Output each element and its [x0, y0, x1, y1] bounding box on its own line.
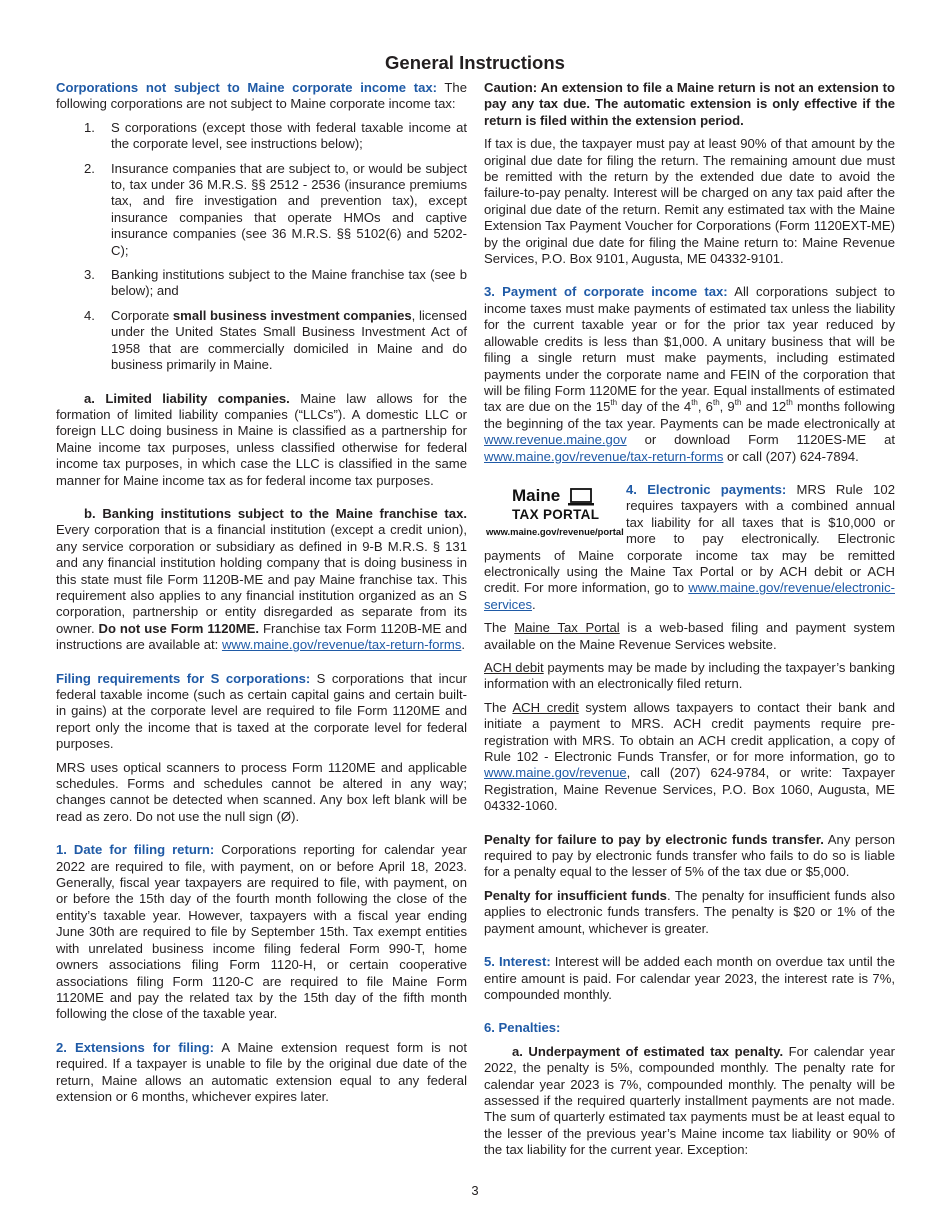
date-heading: 1. Date for filing return:	[56, 842, 215, 858]
electronic-paragraph	[484, 482, 895, 613]
underpayment-heading: a. Underpayment of estimated tax penalty.	[512, 1043, 784, 1059]
laptop-icon	[568, 488, 594, 506]
portal-paragraph	[484, 620, 895, 653]
underpayment-paragraph	[484, 1044, 895, 1159]
credit-text: system allows taxpayers to contact their bank and initiate a payment to MRS. ACH credit payments require pre-registration with MRS. To obtain an ACH credit application, a copy of Rule 102 - Electronic Funds Transfer, or for more information, go to	[484, 699, 895, 765]
list-item	[56, 308, 467, 374]
payment-text: , 9	[719, 399, 735, 415]
payment-text: and 12	[741, 399, 787, 415]
llc-heading: a. Limited liability companies.	[84, 390, 290, 406]
penalties-paragraph	[484, 1020, 895, 1036]
mrs-paragraph: MRS uses optical scanners to process Form 1120ME and applicable schedules. Forms and schedules cannot be altered in any way; changes cannot be detected when scanned. Any box left blank will be read as zero. Do not use the null sign (Ø).	[56, 759, 467, 824]
list-item-bold: small business investment companies	[172, 307, 412, 323]
insufficient-paragraph	[484, 888, 895, 937]
list-item-text: Corporate	[111, 307, 173, 323]
payment-text: , 6	[697, 399, 713, 415]
payment-text: or download Form 1120ES-ME at	[626, 432, 895, 448]
electronic-services-link[interactable]: www.maine.gov/revenue/electronic-services	[484, 580, 895, 612]
superscript: th	[610, 397, 618, 407]
portal-brand: Maine	[512, 485, 561, 505]
bank-text: Every corporation that is a financial institution (except a credit union), any service corporation or subsidiary as defined in 9-B M.R.S. § 131 and any financial institution holding company that is doing business in this state must file Form 1120B-ME and pay Maine franchise tax. This requirement also applies to any financial institution organized as an S corporation, partnership or entity disregarded as separate from its owner.	[56, 522, 467, 636]
tax-return-forms-link[interactable]: www.maine.gov/revenue/tax-return-forms	[484, 448, 724, 464]
llc-text: Maine law allows for the formation of limited liability companies (“LLCs”). A domestic LLC or foreign LLC doing business in Maine is classified as a partnership for Maine income tax purposes, unless classified otherwise for federal income tax purposes, in which case the LLC is classified in the same manner for Maine income tax as for federal income tax purposes.	[56, 390, 467, 488]
ach-debit-term: ACH debit	[484, 660, 544, 675]
interest-paragraph	[484, 954, 895, 1003]
list-item-text: Banking institutions subject to the Maine franchise tax (see b below); and	[111, 267, 467, 299]
bank-text: .	[461, 637, 466, 653]
tax-return-forms-link[interactable]: www.maine.gov/revenue/tax-return-forms	[221, 637, 462, 653]
bank-text: Franchise tax Form 1120B-ME and instructions are available at:	[56, 620, 467, 653]
underpayment-text: For calendar year 2022, the penalty is 5%, compounded monthly. The penalty rate for calendar year 2023 is 7%, compounded monthly. The penalty will be assessed if the required quarterly installment payments are not made. The sum of quarterly estimated tax payments must be at least equal to the lesser of the previous year’s Maine income tax liability or 90% of the tax liability for the current year. Exception:	[484, 1043, 895, 1158]
list-item	[56, 267, 467, 300]
due-paragraph: If tax is due, the taxpayer must pay at least 90% of that amount by the original due date for filing the return. The remaining amount due must be remitted with the return by the extended due date to avoid the failure-to-pay penalty. Interest will be charged on any tax paid after the original due date of the return. Remit any estimated tax with the Maine Extension Tax Payment Voucher for Corporations (Form 1120EXT-ME) by the original due date for filing the Maine return to: Maine Revenue Services, P.O. Box 9101, Augusta, ME 04332-9101.	[484, 136, 895, 267]
superscript: th	[712, 397, 720, 407]
superscript: th	[734, 397, 742, 407]
credit-text: , call (207) 624-9784, or write: Taxpayer Registration, Maine Revenue Services, P.O. Box 1060, Augusta, ME 04332-1060.	[484, 765, 895, 814]
caution-paragraph: Caution: An extension to file a Maine return is not an extension to pay any tax due. The automatic extension is only effective if the return is filed within the extension period.	[484, 80, 895, 128]
interest-text: Interest will be added each month on overdue tax until the entire amount is paid. For calendar year 2023, the interest rate is 7%, compounded monthly.	[484, 954, 895, 1002]
insufficient-text: . The penalty for insufficient funds also applies to electronic funds transfers. The penalty is $20 or 1% of the payment amount, whichever is greater.	[484, 887, 895, 936]
insufficient-heading: Penalty for insufficient funds	[484, 887, 667, 903]
bank-bold: Do not use Form 1120ME.	[98, 620, 260, 636]
ach-credit-term: ACH credit	[512, 699, 579, 715]
scorp-text: S corporations that incur federal taxable income (such as certain capital gains and certain built-in gains) at the corporate level are required to file Form 1120ME and report only the income that is taxed at the corporate level for federal purposes.	[56, 670, 467, 752]
superscript: th	[786, 397, 793, 407]
credit-paragraph	[484, 700, 895, 815]
not-subject-heading: Corporations not subject to Maine corporate income tax:	[56, 80, 437, 95]
ext-text: A Maine extension request form is not required. If a taxpayer is unable to file by the original due date of the return, Maine allows an automatic extension equal to any federal extension or 6 months, whichever expires later.	[56, 1039, 467, 1104]
date-text: Corporations reporting for calendar year 2022 are required to file, with payment, on or before April 18, 2023. Generally, fiscal year taxpayers are required to file, with payment, on or before the 15th day of the fourth month following the close of the entity’s taxable year. However, taxpayers with a fiscal year ending June 30th are required to file by September 15th. Tax exempt entities with unrelated business income filing federal Form 990-T, home owners associations filing Form 1120-H, or certain cooperative associations filing Form 1120-C are required to file Maine Form 1120ME and pay the related tax by the 15th day of the fifth month following the close of the taxable year.	[56, 842, 467, 1022]
scorp-heading: Filing requirements for S corporations:	[56, 670, 311, 686]
ext-paragraph	[56, 1040, 467, 1106]
right-column	[484, 80, 895, 1166]
payment-text: or call (207) 624-7894.	[723, 448, 859, 464]
payment-heading: 3. Payment of corporate income tax:	[484, 284, 728, 300]
list-item-text: , licensed under the United States Small Business Investment Act of 1958 that are commercially domiciled in Maine and do business primarily in Maine.	[111, 307, 467, 373]
exempt-list	[56, 120, 467, 374]
revenue-maine-link[interactable]: www.revenue.maine.gov	[484, 432, 627, 448]
date-paragraph	[56, 842, 467, 1022]
portal-text: The	[484, 620, 515, 636]
list-item-text: S corporations (except those with federal taxable income at the corporate level, see instructions below);	[111, 119, 467, 152]
list-item-text: Insurance companies that are subject to, or would be subject to, tax under 36 M.R.S. §§ 2512 - 2536 (insurance premiums tax, and fire investigation and prevention tax), except insurance companies that operate HMOs and captive insurance companies (see 36 M.R.S. §§ 5102(6) and 5202-C);	[111, 160, 467, 258]
electronic-text: MRS Rule 102 requires taxpayers with a combined annual tax liability for all taxes that is $10,000 or more to pay electronically. Electronic payments of Maine corporate income tax may be remitted electronically using the Maine Tax Portal or by ACH debit or ACH credit. For more information, go to	[484, 481, 895, 596]
credit-text: The	[484, 699, 513, 715]
electronic-text: .	[532, 596, 536, 612]
list-item-number: 2.	[84, 160, 95, 176]
electronic-heading: 4. Electronic payments:	[626, 481, 787, 497]
portal-url: www.maine.gov/revenue/portal	[486, 525, 624, 537]
interest-heading: 5. Interest:	[484, 954, 551, 970]
list-item	[56, 120, 467, 153]
not-subject-text: The following corporations are not subject to Maine corporate income tax:	[56, 80, 467, 112]
payment-paragraph	[484, 284, 895, 464]
portal-title: TAX PORTAL	[512, 506, 600, 522]
maine-tax-portal-term: Maine Tax Portal	[514, 620, 620, 636]
scorp-paragraph	[56, 671, 467, 753]
payment-text: All corporations subject to income taxes must make payments of estimated tax unless the liability for the current taxable year or for the prior tax year reduced by allowable credits is less than $1,000. A unitary business that will be filing a single return must make payments, including estimated payments under the corporate name and FEIN of the corporation that will be filing Form 1120ME for the year. Equal installments of estimated tax are due on the 15	[484, 284, 895, 415]
left-column	[56, 80, 467, 1112]
revenue-link[interactable]: www.maine.gov/revenue	[484, 765, 627, 781]
debit-paragraph	[484, 660, 895, 693]
payment-text: day of the 4	[617, 399, 692, 415]
tax-portal-logo	[484, 482, 624, 540]
page-title: General Instructions	[385, 52, 565, 73]
list-item-number: 3.	[84, 267, 95, 283]
eft-paragraph	[484, 832, 895, 881]
portal-text: is a web-based filing and payment system available on the Maine Revenue Services website.	[484, 620, 895, 652]
eft-heading: Penalty for failure to pay by electronic funds transfer.	[484, 831, 824, 847]
eft-text: Any person required to pay by electronic funds transfer who fails to do so is liable for a penalty equal to the lesser of 5% of the tax due or $5,000.	[484, 831, 896, 880]
ext-heading: 2. Extensions for filing:	[56, 1039, 215, 1055]
not-subject-paragraph	[56, 80, 467, 113]
page-number: 3	[471, 1183, 479, 1198]
superscript: th	[691, 397, 698, 407]
list-item-number: 4.	[84, 307, 95, 323]
list-item	[56, 161, 467, 259]
debit-text: payments may be made by including the taxpayer’s banking information with an electronically filed return.	[484, 660, 895, 692]
bank-paragraph	[56, 506, 467, 654]
payment-text: months following the beginning of the tax year. Payments can be made electronically at	[484, 399, 896, 431]
penalties-heading: 6. Penalties:	[484, 1020, 561, 1036]
bank-heading: b. Banking institutions subject to the Maine franchise tax.	[84, 505, 467, 521]
llc-paragraph	[56, 391, 467, 489]
list-item-number: 1.	[84, 119, 95, 135]
